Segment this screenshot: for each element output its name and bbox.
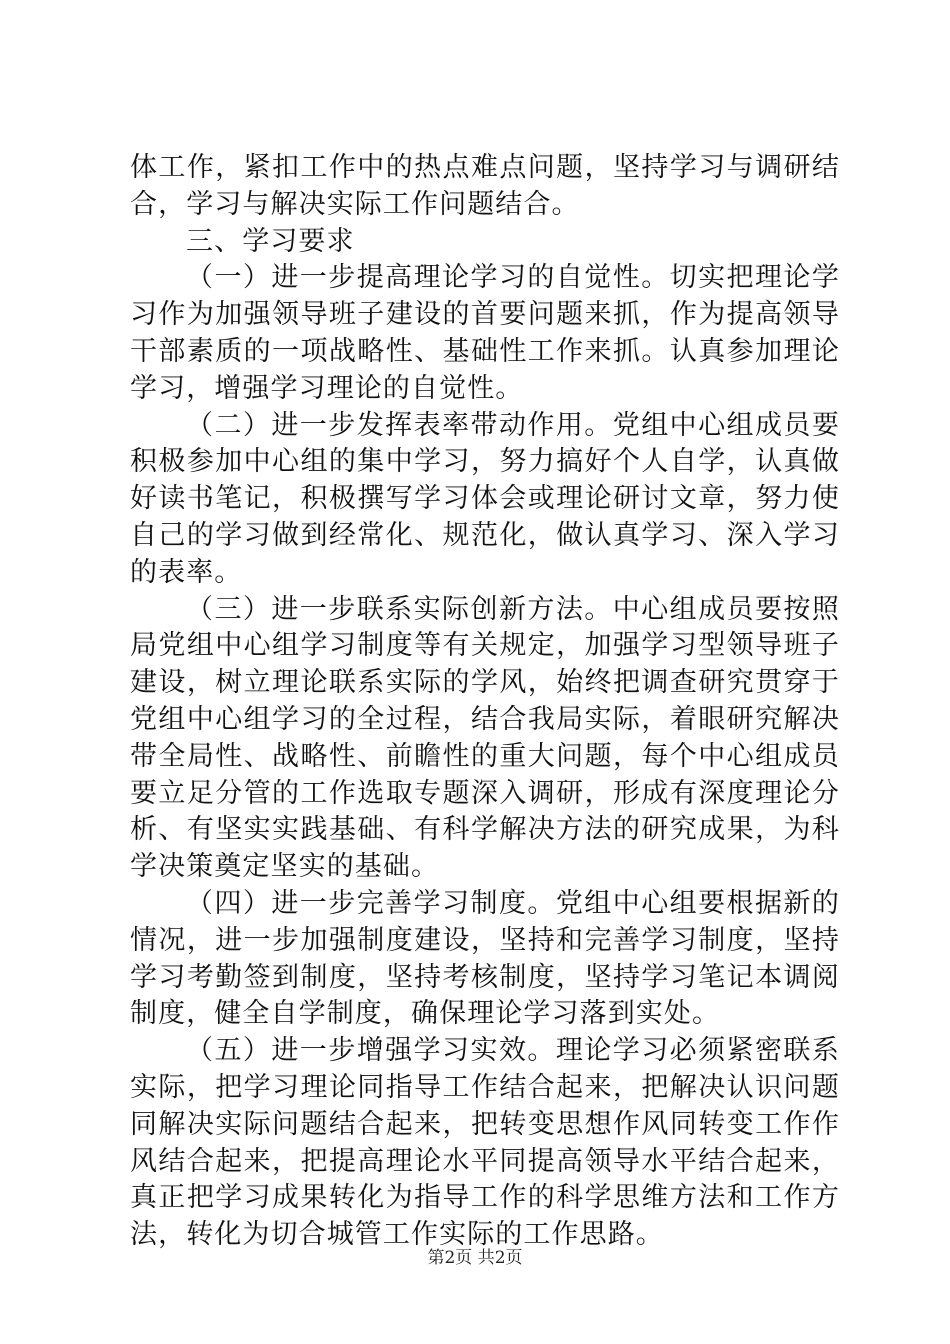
paragraph-requirement-2: （二）进一步发挥表率带动作用。党组中心组成员要积极参加中心组的集中学习，努力搞好个人自学，认真做好读书笔记，积极撰写学习体会或理论研讨文章，努力使自己的学习做到经常化、规范化，做认真学习、深入学习的表率。 bbox=[130, 409, 840, 588]
paragraph-continuation: 体工作，紧扣工作中的热点难点问题，坚持学习与调研结合，学习与解决实际工作问题结合。 bbox=[130, 152, 840, 220]
document-body bbox=[130, 150, 840, 1254]
paragraph-requirement-5: （五）进一步增强学习实效。理论学习必须紧密联系实际，把学习理论同指导工作结合起来，把解决认识问题同解决实际问题结合起来，把转变思想作风同转变工作作风结合起来，把提高理论水平同提高领导水平结合起来，真正把学习成果转化为指导工作的科学思维方法和工作方法，转化为切合城管工作实际的工作思路。 bbox=[130, 1035, 840, 1251]
paragraph-requirement-1: （一）进一步提高理论学习的自觉性。切实把理论学习作为加强领导班子建设的首要问题来抓，作为提高领导干部素质的一项战略性、基础性工作来抓。认真参加理论学习，增强学习理论的自觉性。 bbox=[130, 262, 840, 404]
section-heading-study-requirements: 三、学习要求 bbox=[186, 225, 355, 257]
paragraph-requirement-4: （四）进一步完善学习制度。党组中心组要根据新的情况，进一步加强制度建设，坚持和完善学习制度，坚持学习考勤签到制度，坚持考核制度，坚持学习笔记本调阅制度，健全自学制度，确保理论学习落到实处。 bbox=[130, 887, 840, 1030]
page-number-label: 第2页 共2页 bbox=[427, 1248, 523, 1268]
paragraph-requirement-3: （三）进一步联系实际创新方法。中心组成员要按照局党组中心组学习制度等有关规定，加强学习型领导班子建设，树立理论联系实际的学风，始终把调查研究贯穿于党组中心组学习的全过程，结合我局实际，着眼研究解决带全局性、战略性、前瞻性的重大问题，每个中心组成员要立足分管的工作选取专题深入调研，形成有深度理论分析、有坚实实践基础、有科学解决方法的研究成果，为科学决策奠定坚实的基础。 bbox=[130, 593, 840, 883]
page-footer bbox=[0, 1243, 950, 1268]
